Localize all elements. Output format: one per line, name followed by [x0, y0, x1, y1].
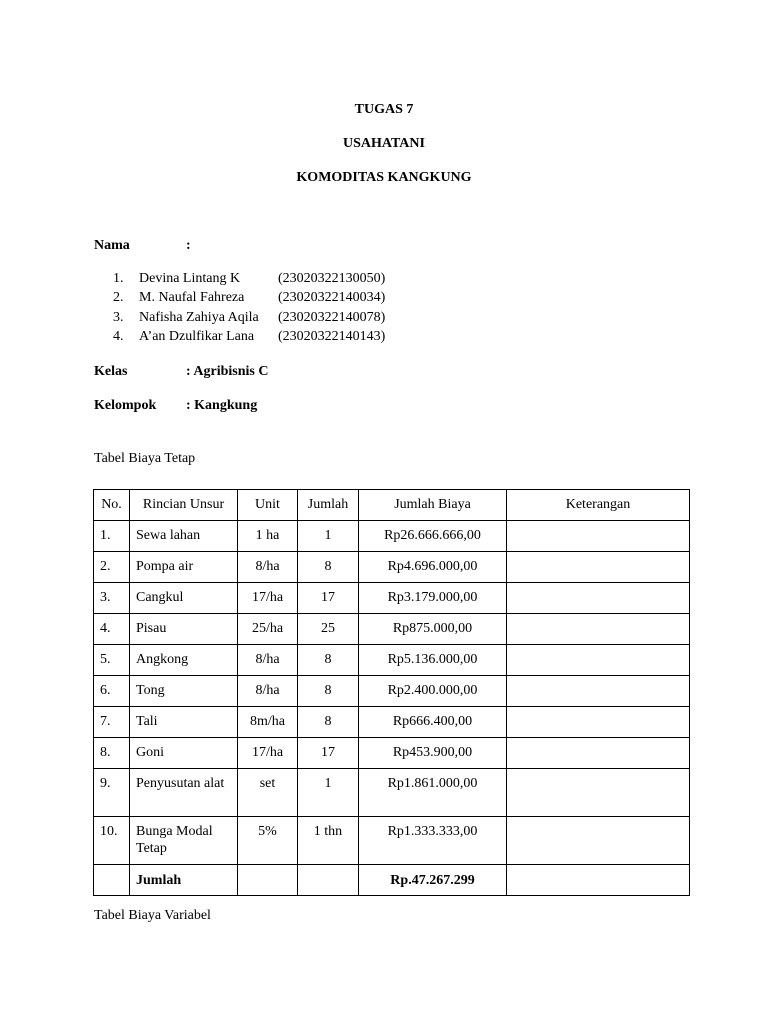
cell-qty: 17	[321, 745, 335, 760]
cell-qty: 8	[324, 652, 332, 667]
kelompok-value: : Kangkung	[186, 398, 258, 413]
cell-no: 1.	[100, 528, 111, 543]
cell-cost: Rp4.696.000,00	[387, 559, 478, 574]
cell-unit: 8/ha	[255, 652, 280, 667]
col-header-unit: Unit	[238, 490, 298, 521]
cell-qty: 8	[324, 714, 332, 729]
kelas-value: : Agribisnis C	[186, 364, 269, 379]
cell-item: Tali	[136, 714, 158, 729]
cell-no: 10.	[100, 824, 118, 839]
member-name: Devina Lintang K	[139, 271, 241, 286]
fixed-cost-table	[93, 489, 690, 896]
table-row	[94, 707, 690, 738]
total-value: Rp.47.267.299	[390, 872, 475, 888]
cell-cost: Rp666.400,00	[392, 714, 473, 729]
col-header-jumlah: Jumlah	[298, 490, 359, 521]
col-header-rincian: Rincian Unsur	[130, 490, 238, 521]
table-row	[94, 521, 690, 552]
cell-cost: Rp5.136.000,00	[387, 652, 478, 667]
table-total-row	[94, 865, 690, 896]
member-name: M. Naufal Fahreza	[139, 290, 245, 305]
fixed-cost-caption: Tabel Biaya Tetap	[94, 451, 196, 466]
cell-item: Cangkul	[136, 590, 184, 605]
kelompok-label: Kelompok	[94, 398, 157, 413]
col-header-no: No.	[94, 490, 130, 521]
member-number: 4.	[113, 329, 124, 344]
doc-title-tugas: TUGAS 7	[354, 102, 414, 117]
cell-note	[507, 707, 689, 713]
cell-unit: 8/ha	[255, 559, 280, 574]
cell-item: Goni	[136, 745, 164, 760]
member-name: A’an Dzulfikar Lana	[139, 329, 255, 344]
col-header-keterangan: Keterangan	[507, 490, 690, 521]
cell-cost: Rp26.666.666,00	[384, 528, 481, 543]
cell-unit: 17/ha	[251, 590, 284, 605]
doc-title-komoditas: KOMODITAS KANGKUNG	[296, 170, 472, 185]
nama-label: Nama	[94, 238, 130, 253]
cell-no: 9.	[100, 776, 111, 791]
cell-qty: 8	[324, 559, 332, 574]
cell-qty: 1	[324, 776, 332, 791]
cell-item: Bunga Modal Tetap	[136, 824, 213, 856]
table-row	[94, 583, 690, 614]
cell-no: 5.	[100, 652, 111, 667]
cell-cost: Rp1.861.000,00	[387, 776, 478, 791]
cell-cost: Rp875.000,00	[392, 621, 473, 636]
cell-cost: Rp1.333.333,00	[387, 824, 478, 839]
cell-qty: 17	[321, 590, 335, 605]
doc-title-usahatani: USAHATANI	[343, 136, 425, 151]
cell-no: 8.	[100, 745, 111, 760]
member-name: Nafisha Zahiya Aqila	[139, 310, 259, 325]
cell-no: 6.	[100, 683, 111, 698]
cell-qty: 1	[324, 528, 332, 543]
cell-unit: 8m/ha	[250, 714, 285, 729]
cell-item: Angkong	[136, 652, 189, 667]
cell-no: 2.	[100, 559, 111, 574]
cell-qty: 25	[321, 621, 335, 636]
cell-note	[507, 583, 689, 589]
cell-item: Pompa air	[136, 559, 194, 574]
cell-item: Pisau	[136, 621, 167, 636]
cell-note	[507, 769, 689, 775]
cell-cost: Rp453.900,00	[392, 745, 473, 760]
cell-item: Tong	[136, 683, 165, 698]
member-id: (23020322140034)	[278, 290, 386, 305]
member-number: 2.	[113, 290, 124, 305]
cell-unit: 25/ha	[251, 621, 284, 636]
cell-no: 4.	[100, 621, 111, 636]
table-row	[94, 817, 690, 865]
cell-unit: 8/ha	[255, 683, 280, 698]
cell-note	[507, 552, 689, 558]
cell-no: 7.	[100, 714, 111, 729]
table-row	[94, 552, 690, 583]
cell-note	[507, 645, 689, 651]
cell-unit: 1 ha	[255, 528, 280, 543]
cell-note	[507, 676, 689, 682]
member-id: (23020322130050)	[278, 271, 386, 286]
cell-item: Sewa lahan	[136, 528, 201, 543]
variable-cost-caption: Tabel Biaya Variabel	[94, 908, 211, 923]
member-number: 3.	[113, 310, 124, 325]
cell-note	[507, 521, 689, 527]
table-row	[94, 676, 690, 707]
table-row	[94, 614, 690, 645]
cell-qty: 1 thn	[313, 824, 343, 839]
cell-qty: 8	[324, 683, 332, 698]
cell-item: Penyusutan alat	[136, 776, 225, 791]
cell-cost: Rp2.400.000,00	[387, 683, 478, 698]
cell-cost: Rp3.179.000,00	[387, 590, 478, 605]
cell-note	[507, 817, 689, 823]
table-row	[94, 645, 690, 676]
cell-note	[507, 614, 689, 620]
cell-note	[507, 738, 689, 744]
table-row	[94, 769, 690, 817]
nama-colon: :	[186, 238, 191, 253]
member-id: (23020322140078)	[278, 310, 386, 325]
member-id: (23020322140143)	[278, 329, 386, 344]
cell-unit: set	[259, 776, 276, 791]
table-row	[94, 738, 690, 769]
kelas-label: Kelas	[94, 364, 128, 379]
member-number: 1.	[113, 271, 124, 286]
cell-no: 3.	[100, 590, 111, 605]
cell-unit: 17/ha	[251, 745, 284, 760]
total-label: Jumlah	[136, 872, 182, 888]
col-header-jumlah-biaya: Jumlah Biaya	[359, 490, 507, 521]
cell-unit: 5%	[258, 824, 277, 839]
